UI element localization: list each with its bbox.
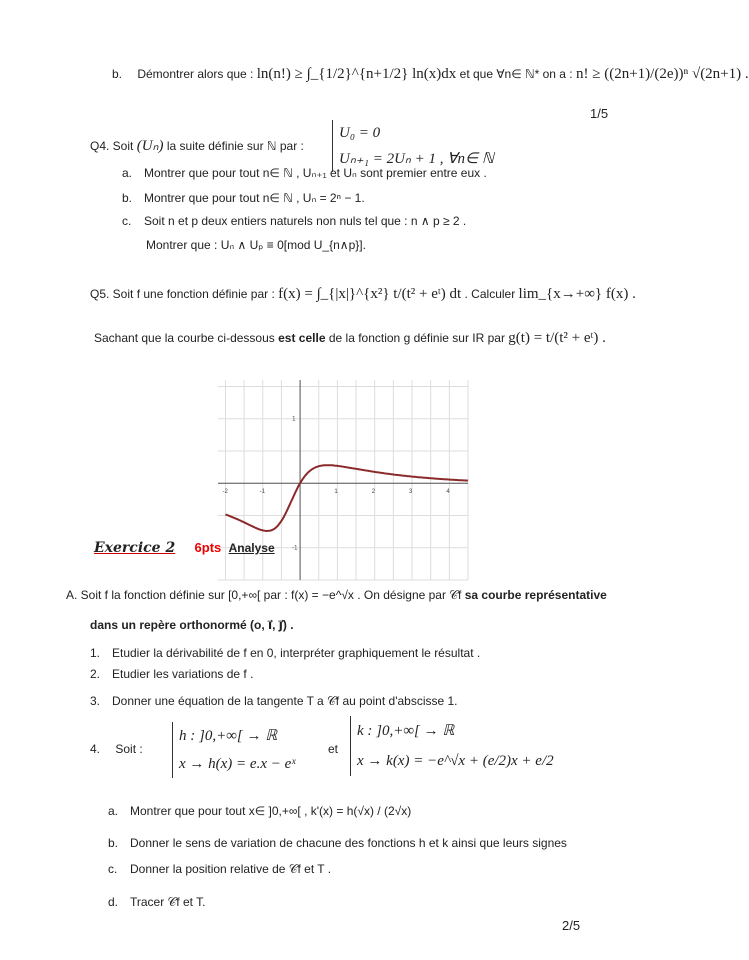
item-text: Soit : — [115, 742, 143, 756]
q5-text: Q5. Soit f une fonction définie par : — [90, 287, 275, 301]
q4-seq: (Uₙ) — [136, 138, 164, 154]
partA-sub-d — [108, 895, 205, 910]
q4-heading — [90, 136, 304, 155]
item-text: Etudier les variations de f . — [112, 667, 254, 681]
k-def-1: k : ]0,+∞[ → ℝ — [357, 723, 455, 739]
item-label: a. — [122, 166, 133, 180]
q5-limit: lim_{x→+∞} f(x) . — [518, 286, 636, 302]
item-text: Montrer que : Uₙ ∧ Uₚ ≡ 0[mod U_{n∧p}]. — [146, 238, 366, 252]
item-label: 3. — [90, 694, 101, 708]
x-tick-label: -2 — [222, 489, 228, 496]
h-definition — [172, 722, 296, 778]
item-text: Donner une équation de la tangente T a 𝒞f au point d'abscisse 1. — [112, 694, 458, 708]
q3b-math-integral: ln(n!) ≥ ∫_{1/2}^{n+1/2} ln(x)dx — [256, 66, 457, 82]
item-text: Montrer que pour tout x∈ ]0,+∞[ , k'(x) = h(√x) / (2√x) — [130, 804, 412, 818]
q4-item-a — [122, 166, 487, 180]
et-text: et — [328, 742, 339, 756]
x-tick-label: 3 — [409, 489, 413, 496]
sachant-text-1: Sachant que la courbe ci-dessous — [94, 331, 275, 345]
q4-sys2: Uₙ₊₁ = 2Uₙ + 1 , ∀n∈ ℕ — [339, 151, 494, 167]
exercise-topic: Analyse — [228, 541, 275, 555]
x-tick-label: 2 — [371, 489, 376, 496]
item-label: a. — [108, 804, 119, 818]
item-text: Tracer 𝒞f et T. — [130, 895, 206, 909]
item-text: Donner le sens de variation de chacune des fonctions h et k ainsi que leurs signes — [130, 836, 567, 850]
y-tick-label: -1 — [292, 545, 298, 552]
exercise-title: Exercice 2 — [94, 540, 176, 556]
item-text: Etudier la dérivabilité de f en 0, interpréter graphiquement le résultat . — [112, 646, 481, 660]
sachant-math: g(t) = t/(t² + eᵗ) . — [508, 330, 606, 346]
partA-sub-c — [108, 862, 331, 877]
q4-item-c2 — [146, 238, 366, 252]
x-tick-label: 1 — [334, 489, 338, 496]
q3b-text: Démontrer alors que : — [137, 67, 254, 81]
partA-text: A. Soit f la fonction définie sur [0,+∞[ par : f(x) = −e^√x . On désigne par 𝒞f — [66, 588, 462, 602]
q4-item-c — [122, 214, 466, 228]
item-label: 4. — [90, 742, 101, 756]
partA-item-3 — [90, 694, 458, 709]
item-label: b. — [122, 191, 133, 205]
k-definition — [350, 716, 554, 776]
q3b-math-factorial: n! ≥ ((2n+1)/(2e))ⁿ √(2n+1) . — [576, 66, 749, 82]
q3b-line — [112, 66, 749, 83]
q4-item-b — [122, 191, 365, 205]
partA-text-bold: sa courbe représentative — [464, 588, 607, 602]
item-label: 1. — [90, 646, 101, 660]
q5-math: f(x) = ∫_{|x|}^{x²} t/(t² + eᵗ) dt — [278, 286, 462, 302]
partA-line1 — [66, 588, 607, 603]
page-number-2: 2/5 — [562, 918, 581, 933]
y-tick-label: 1 — [292, 416, 296, 423]
item-label: c. — [122, 214, 132, 228]
k-def-2: x → k(x) = −e^√x + (e/2)x + e/2 — [357, 753, 554, 769]
item-text: Soit n et p deux entiers naturels non nuls tel que : n ∧ p ≥ 2 . — [144, 214, 467, 228]
partA-item-2 — [90, 667, 253, 681]
x-tick-label: 4 — [446, 489, 450, 496]
q5-calc: . Calculer — [464, 287, 516, 301]
sachant-line — [94, 330, 606, 347]
q4-desc: la suite définie sur ℕ par : — [166, 139, 304, 153]
q4-sys1: U₀ = 0 — [339, 125, 381, 141]
exercise-points: 6pts — [194, 540, 222, 555]
partA-line2: dans un repère orthonormé (o, i⃗, j⃗) . — [90, 618, 294, 632]
h-def-2: x → h(x) = e.x − eˣ — [179, 756, 296, 772]
item-text: Montrer que pour tout n∈ ℕ , Uₙ = 2ⁿ − 1. — [144, 191, 365, 205]
partA-item-1 — [90, 646, 480, 660]
partA-sub-a — [108, 804, 411, 818]
item-label: 2. — [90, 667, 101, 681]
partA-sub-b — [108, 836, 567, 850]
q3b-mid: et que ∀n∈ ℕ* on a : — [459, 67, 573, 81]
item-label: c. — [108, 862, 118, 876]
q5-line — [90, 286, 636, 303]
partA-item-4 — [90, 742, 143, 756]
exercise-2-heading — [94, 540, 275, 556]
q4-title: Q4. Soit — [90, 139, 134, 153]
curve-g — [226, 465, 469, 531]
h-def-1: h : ]0,+∞[ → ℝ — [179, 728, 278, 744]
item-text: Donner la position relative de 𝒞f et T . — [130, 862, 332, 876]
item-label: b. — [112, 67, 123, 81]
q4-system — [332, 120, 494, 172]
item-text: Montrer que pour tout n∈ ℕ , Uₙ₊₁ et Uₙ sont premier entre eux . — [144, 166, 487, 180]
item-label: d. — [108, 895, 119, 909]
page-number-1: 1/5 — [590, 106, 609, 121]
item-label: b. — [108, 836, 119, 850]
x-tick-label: -1 — [259, 489, 266, 496]
sachant-text-bold: est celle — [278, 331, 326, 345]
sachant-text-2: de la fonction g définie sur IR par — [328, 331, 505, 345]
